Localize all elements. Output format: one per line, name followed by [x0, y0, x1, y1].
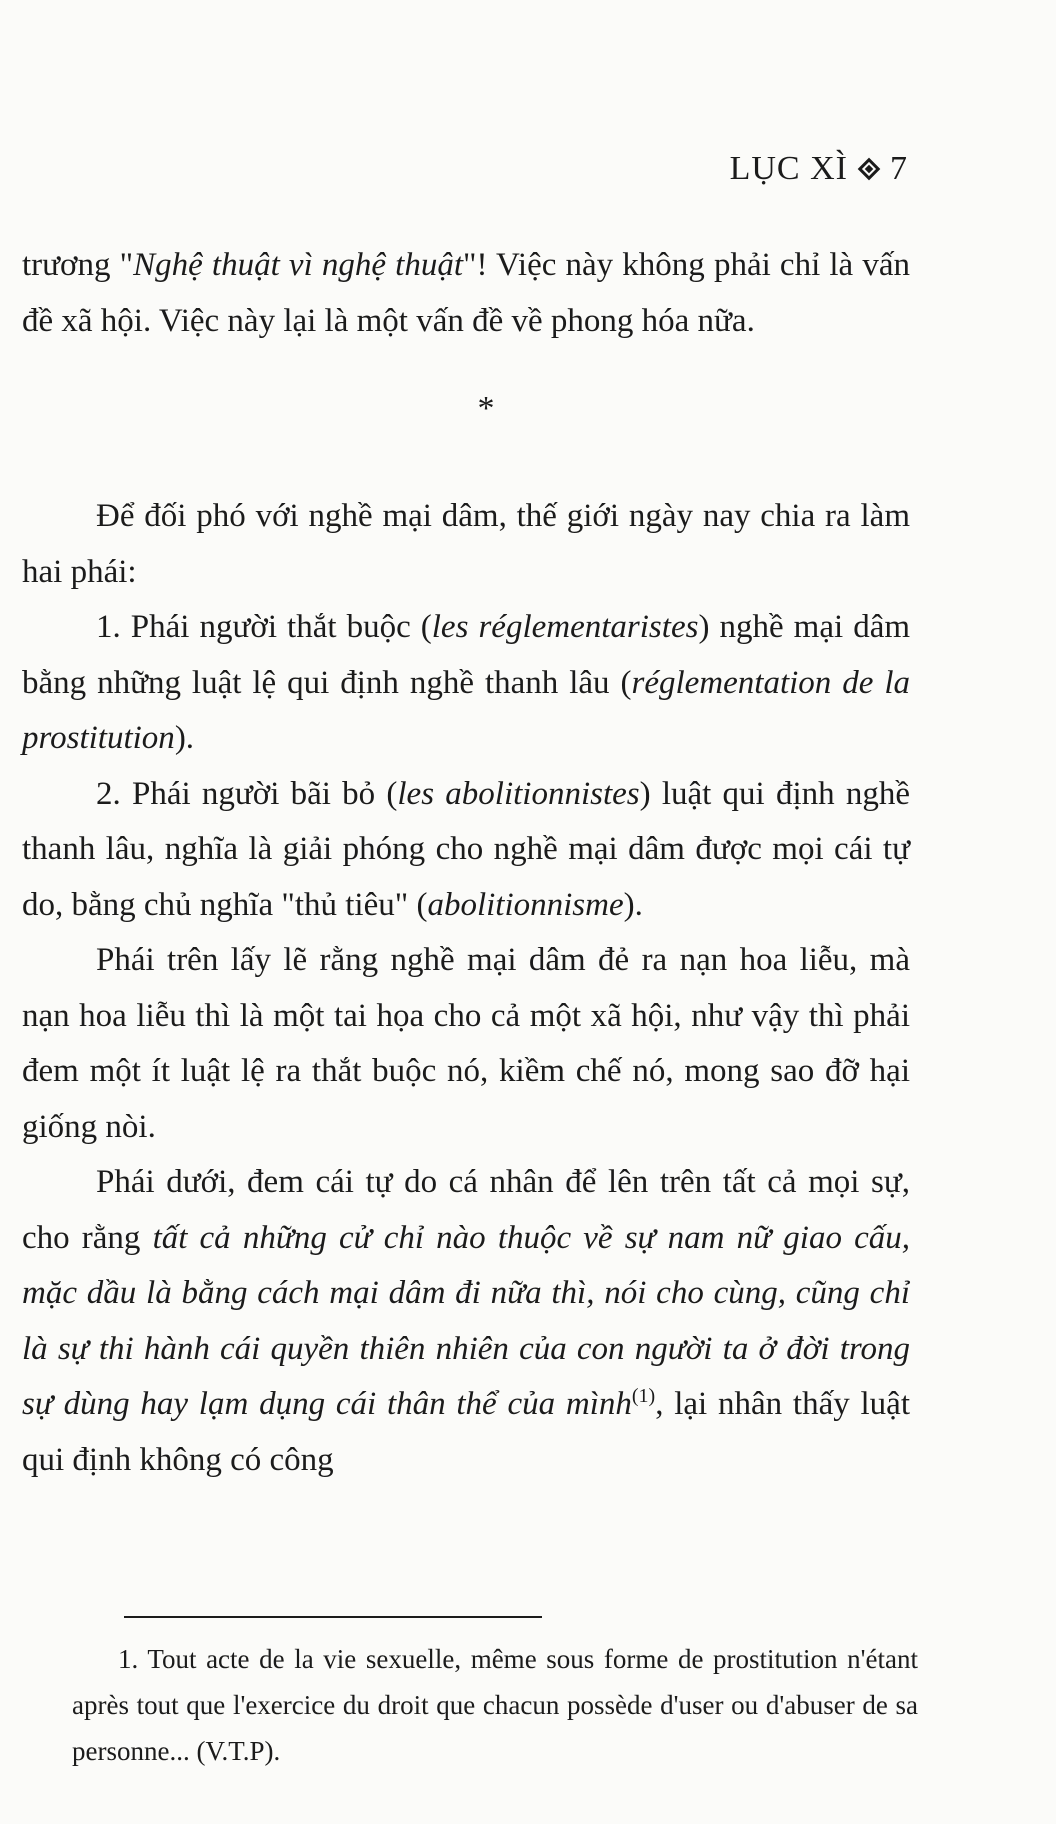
- italic-term: les abolitionnistes: [397, 775, 640, 812]
- footnote: [72, 1636, 918, 1774]
- italic-quote: Nghệ thuật vì nghệ thuật: [133, 247, 464, 283]
- diamond-ornament-icon: [858, 158, 880, 180]
- text-run: , lại nhân thấy luật qui định không có công: [22, 1386, 910, 1478]
- text-run: ) nghề mại dâm bằng những luật lệ qui định nghề thanh lâu (: [22, 609, 911, 701]
- text-run: Phái dưới, đem cái tự do cá nhân để lên trên tất cả mọi sự, cho rằng: [22, 1164, 910, 1256]
- paragraph-item-1: [22, 600, 910, 767]
- running-header: [730, 150, 908, 188]
- italic-term: abolitionnisme: [427, 886, 624, 923]
- section-separator: *: [477, 390, 495, 427]
- paragraph-upper-faction: Phái trên lấy lẽ rằng nghề mại dâm đẻ ra nạn hoa liễu, mà nạn hoa liễu thì là một tai họa cho cả một xã hội, như vậy thì phải đem một ít luật lệ ra thắt buộc nó, kiềm chế nó, mong sao đỡ hại giống nòi.: [22, 942, 910, 1145]
- text-run: ).: [623, 886, 643, 923]
- paragraph-lower-faction: [22, 1155, 910, 1488]
- running-title: LỤC XÌ: [729, 150, 848, 187]
- italic-term: les réglementaristes: [431, 609, 699, 645]
- footnote-text: 1. Tout acte de la vie sexuelle, même sous forme de prostitution n'étant après tout que l'exercice du droit que chacun possède d'user ou d'abuser de sa personne... (V.T.P).: [72, 1644, 918, 1766]
- footnote-marker[interactable]: (1): [631, 1385, 656, 1407]
- text-run: 2. Phái người bãi bỏ (: [96, 775, 398, 812]
- footnote-divider: [124, 1616, 542, 1618]
- paragraph-item-2: [22, 767, 910, 934]
- italic-passage: tất cả những cử chỉ nào thuộc về sự nam nữ giao cấu, mặc dầu là bằng cách mại dâm đi nữa thì, nói cho cùng, cũng chỉ là sự thi hành cái quyền thiên nhiên của con người ta ở đời trong sự dùng hay lạm dụng cái thân thể của mình: [22, 1219, 910, 1422]
- text-run: ) luật qui định nghề thanh lâu, nghĩa là giải phóng cho nghề mại dâm được mọi cái tự do, bằng chủ nghĩa "thủ tiêu" (: [22, 775, 911, 923]
- text-run: trương ": [22, 247, 134, 283]
- text-run: "! Việc này không phải chỉ là vấn đề xã hội. Việc này lại là một vấn đề về phong hóa nữa.: [22, 247, 911, 339]
- page-number: 7: [890, 150, 908, 187]
- paragraph-intro: Để đối phó với nghề mại dâm, thế giới ngày nay chia ra làm hai phái:: [22, 498, 910, 590]
- paragraph-continued: [22, 238, 910, 349]
- body-text: [22, 238, 910, 1488]
- text-run: 1. Phái người thắt buộc (: [96, 609, 432, 645]
- text-run: ).: [174, 720, 195, 756]
- italic-term: réglementation de la prostitution: [22, 664, 911, 756]
